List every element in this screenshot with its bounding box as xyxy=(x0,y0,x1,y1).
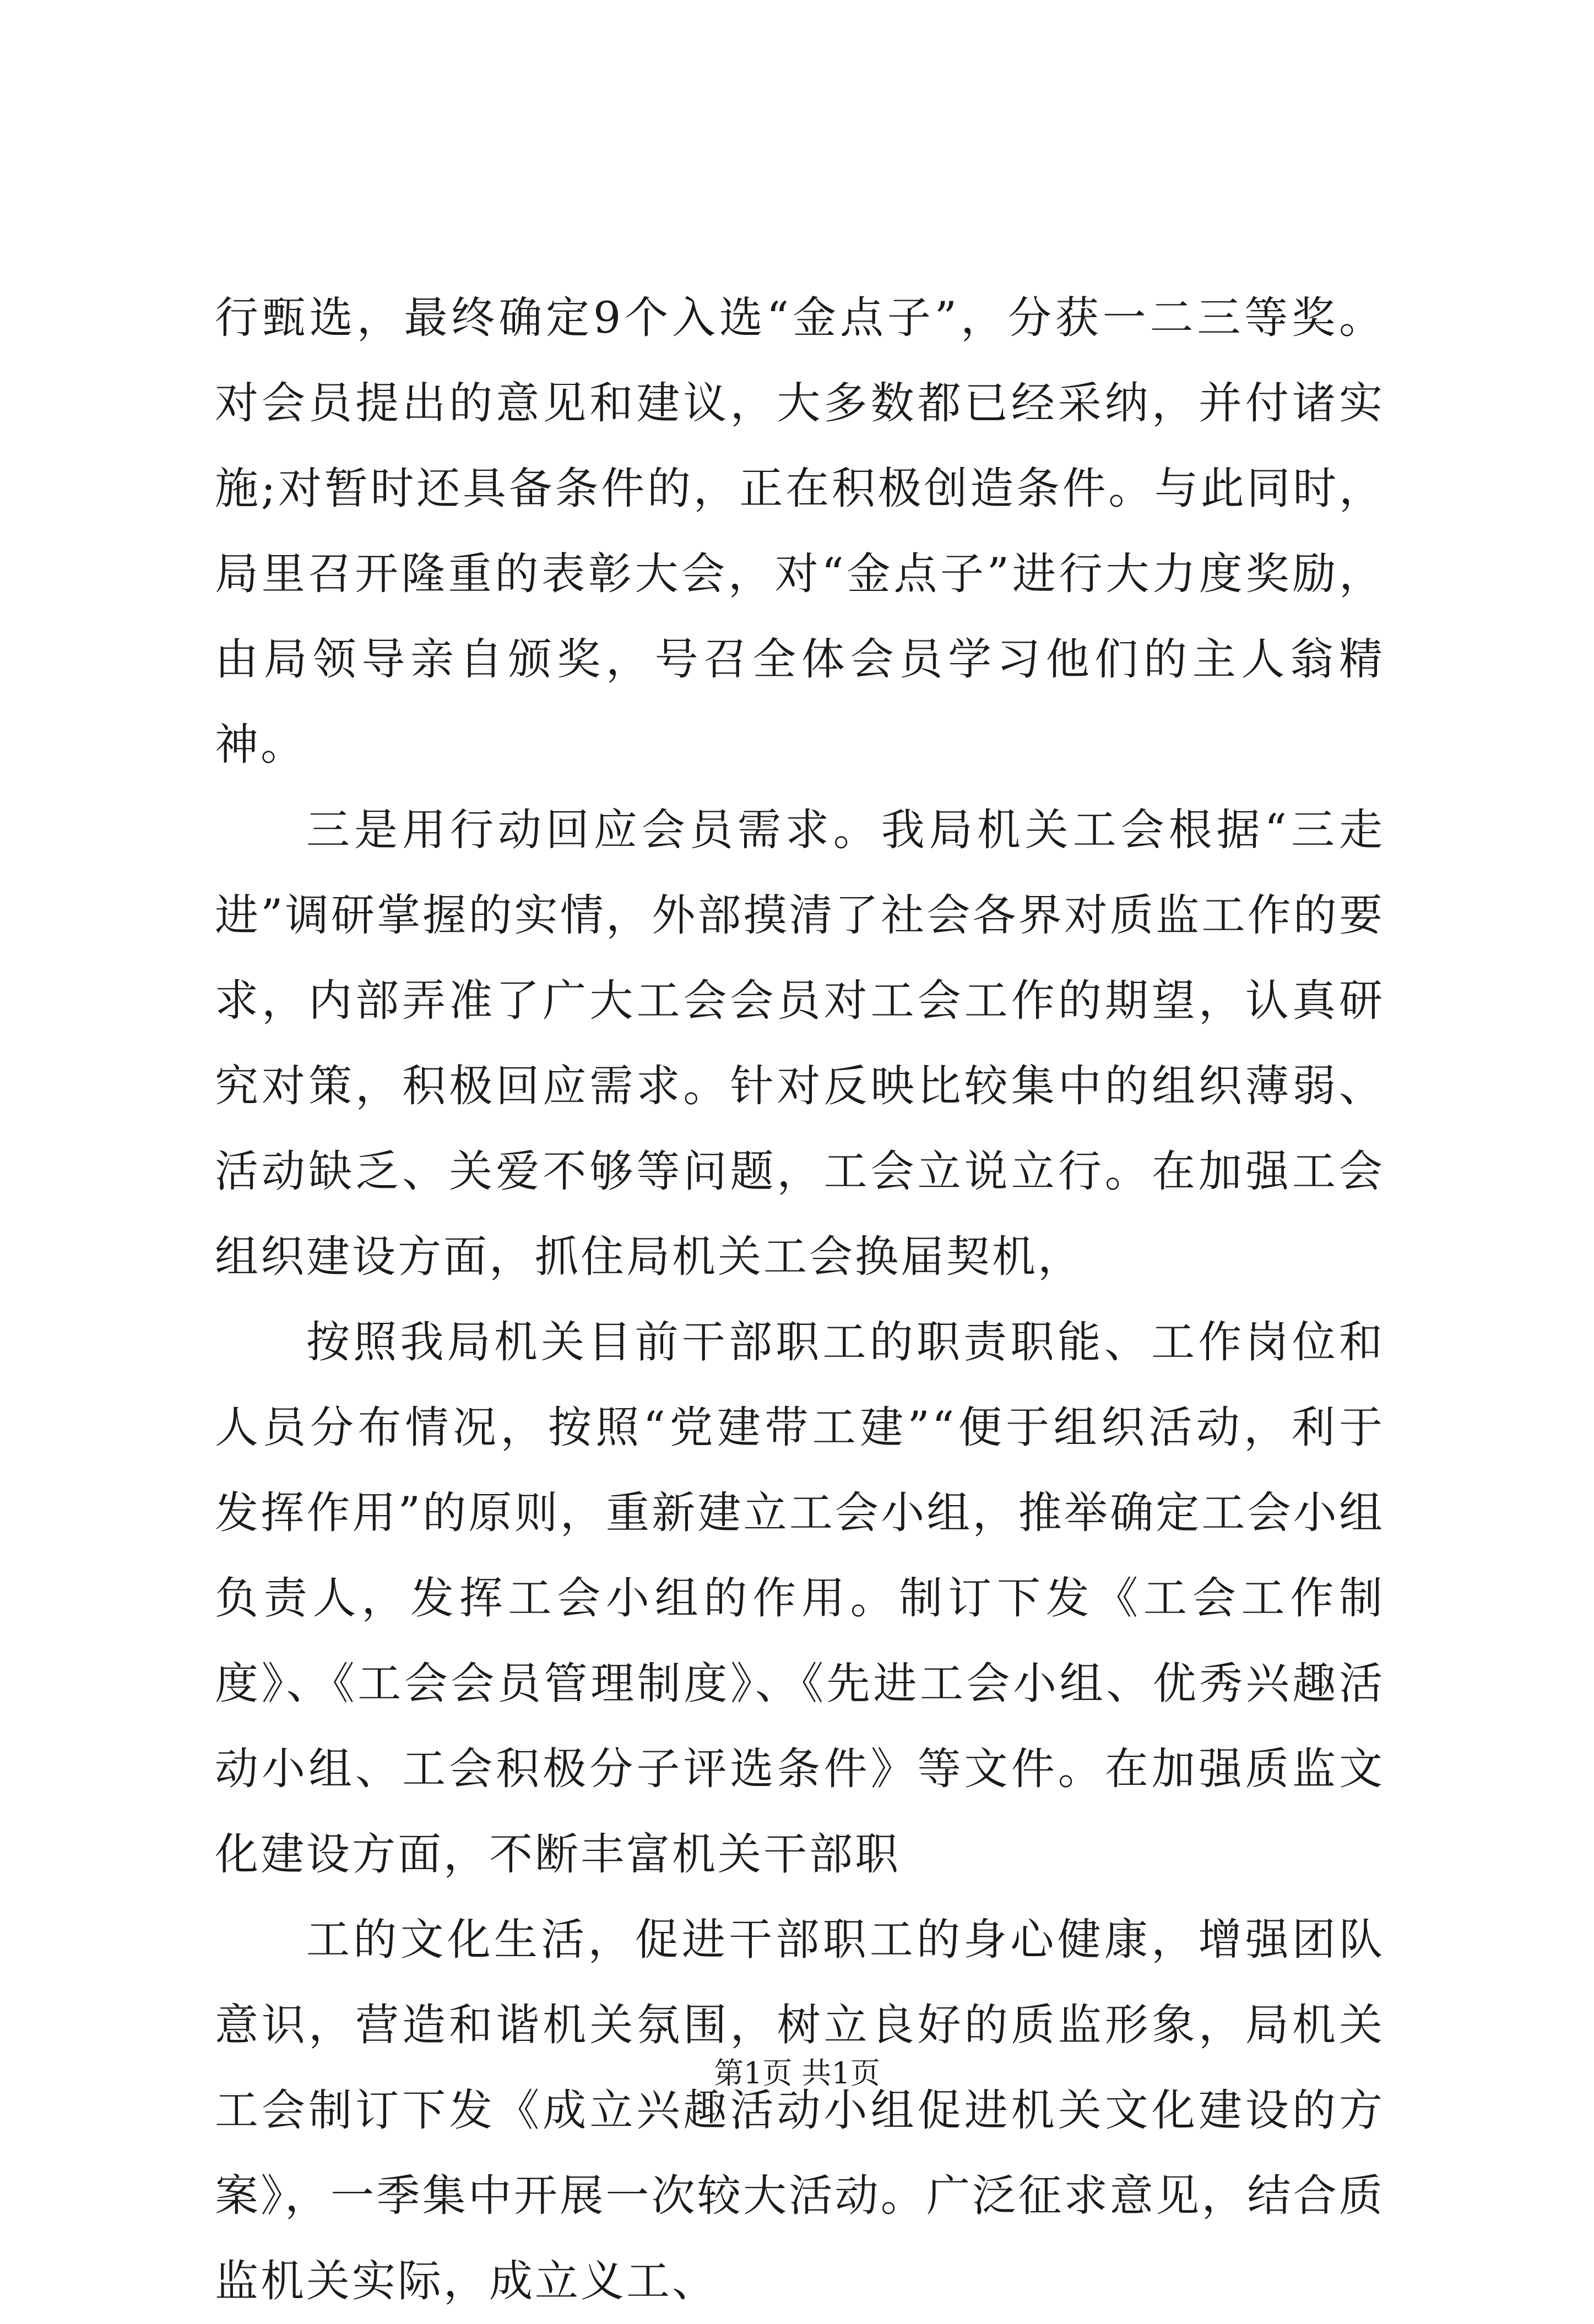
paragraph: 三是用行动回应会员需求。我局机关工会根据“三走进”调研掌握的实情，外部摸清了社会各界对质监工作的要求，内部弄准了广大工会会员对工会工作的期望，认真研究对策，积极回应需求。针对反映比较集中的组织薄弱、活动缺乏、关爱不够等问题，工会立说立行。在加强工会组织建设方面，抓住局机关工会换届契机， xyxy=(215,805,1385,1282)
page-footer xyxy=(0,2051,1594,2095)
paragraph: 工的文化生活，促进干部职工的身心健康，增强团队意识，营造和谐机关氛围，树立良好的质监形象，局机关工会制订下发《成立兴趣活动小组促进机关文化建设的方案》，一季集中开展一次较大活动。广泛征求意见，结合质监机关实际，成立义工、 xyxy=(215,1914,1385,2306)
document-body xyxy=(215,275,1385,2324)
paragraph: 按照我局机关目前干部职工的职责职能、工作岗位和人员分布情况，按照“党建带工建”“便于组织活动，利于发挥作用”的原则，重新建立工会小组，推举确定工会小组负责人，发挥工会小组的作用。制订下发《工会工作制度》、《工会会员管理制度》、《先进工会小组、优秀兴趣活动小组、工会积极分子评选条件》等文件。在加强质监文化建设方面，不断丰富机关干部职 xyxy=(215,1317,1385,1880)
page-number: 第1页 共1页 xyxy=(714,2056,880,2090)
paragraph: 行甄选，最终确定9个入选“金点子”，分获一二三等奖。对会员提出的意见和建议，大多数都已经采纳，并付诸实施;对暂时还具备条件的，正在积极创造条件。与此同时，局里召开隆重的表彰大会，对“金点子”进行大力度奖励，由局领导亲自颁奖，号召全体会员学习他们的主人翁精神。 xyxy=(215,292,1385,770)
